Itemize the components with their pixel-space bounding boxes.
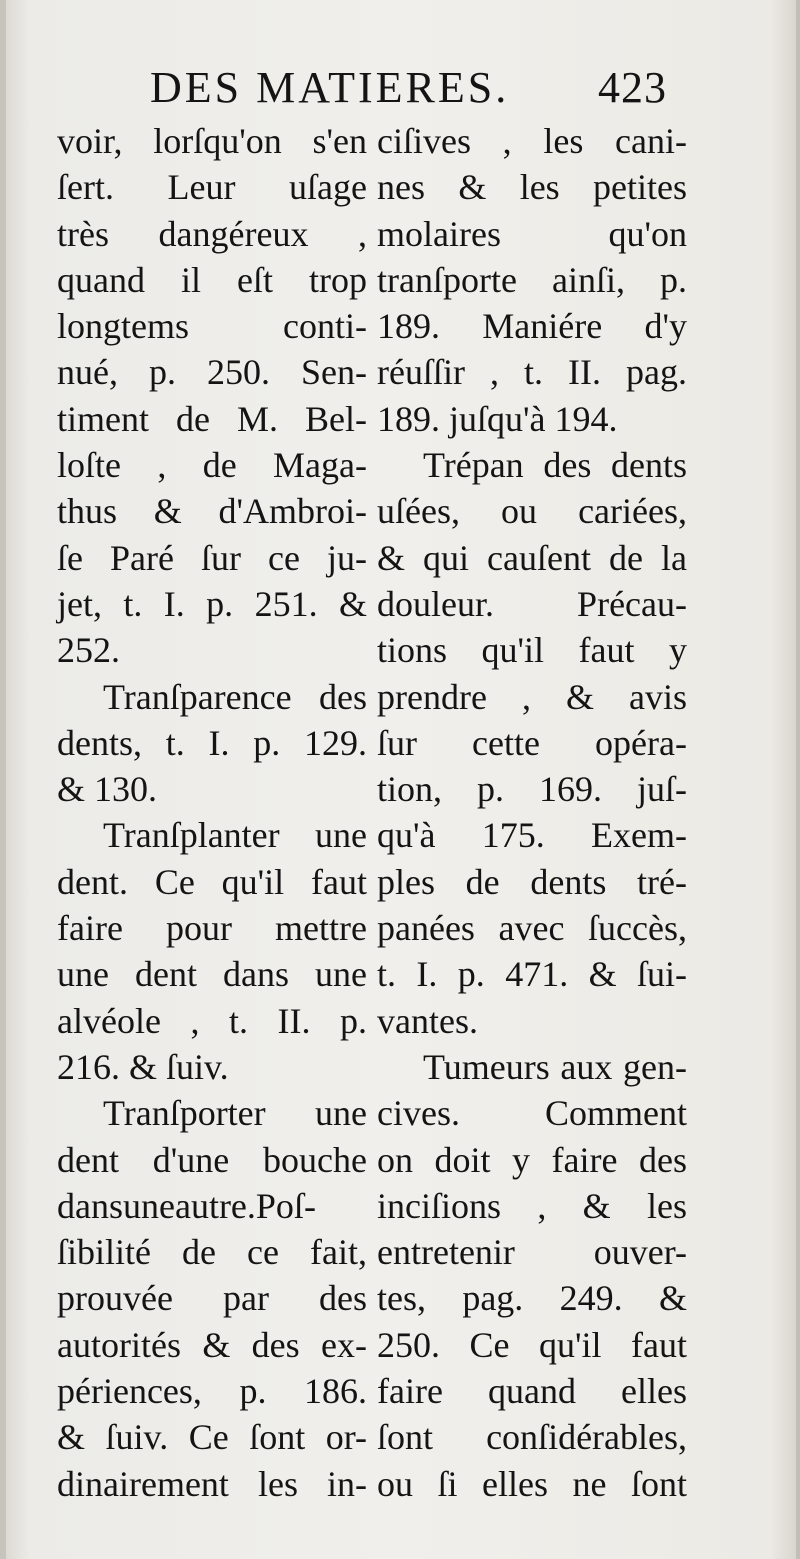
- right-column: [377, 118, 687, 1507]
- index-line: molaires qu'on: [377, 213, 687, 254]
- index-line: loſte , de Maga-: [57, 445, 367, 486]
- index-line: ou ſi elles ne ſont: [377, 1463, 687, 1504]
- index-line: nué, p. 250. Sen-: [57, 352, 367, 393]
- index-line: autorités & des ex-: [57, 1324, 367, 1365]
- index-line: 189. Maniére d'y: [377, 306, 687, 347]
- left-column: [57, 118, 367, 1507]
- running-header: [150, 62, 690, 114]
- index-entry-heading: Trépan des dents: [423, 445, 687, 486]
- index-line: qu'à 175. Exem-: [377, 815, 687, 856]
- index-line: dinairement les in-: [57, 1463, 367, 1504]
- index-line: faire pour mettre: [57, 908, 367, 949]
- index-line: tranſporte ainſi, p.: [377, 259, 687, 300]
- index-line: réuſſir , t. II. pag.: [377, 352, 687, 393]
- index-line: cives. Comment: [377, 1093, 687, 1134]
- index-entry-heading: Tumeurs aux gen-: [423, 1046, 687, 1087]
- index-line: périences, p. 186.: [57, 1371, 367, 1412]
- index-line: nes & les petites: [377, 167, 687, 208]
- index-line: uſées, ou cariées,: [377, 491, 687, 532]
- index-line: dent d'une bouche: [57, 1139, 367, 1180]
- index-line: dent. Ce qu'il faut: [57, 861, 367, 902]
- index-line: panées avec ſuccès,: [377, 908, 687, 949]
- index-line: 189. juſqu'à 194.: [377, 398, 618, 439]
- index-line: & ſuiv. Ce ſont or-: [57, 1417, 367, 1458]
- index-line: ſibilité de ce fait,: [57, 1232, 367, 1273]
- running-title: DES MATIERES.: [150, 63, 510, 112]
- index-line: ples de dents tré-: [377, 861, 687, 902]
- index-line: alvéole , t. II. p.: [57, 1000, 367, 1041]
- index-line: ſert. Leur uſage: [57, 167, 367, 208]
- index-line: dents, t. I. p. 129.: [57, 722, 367, 763]
- index-line: tion, p. 169. juſ-: [377, 769, 687, 810]
- index-line: inciſions , & les: [377, 1185, 687, 1226]
- index-line: tes, pag. 249. &: [377, 1278, 687, 1319]
- index-line: vantes.: [377, 1000, 478, 1041]
- index-line: très dangéreux ,: [57, 213, 367, 254]
- index-line: & 130.: [57, 769, 158, 810]
- index-line: 252.: [57, 630, 120, 671]
- index-line: prouvée par des: [57, 1278, 367, 1319]
- index-line: douleur. Précau-: [377, 583, 687, 624]
- index-entry-heading: Tranſporter une: [103, 1093, 367, 1134]
- index-line: dansuneautre.Poſ-: [57, 1185, 316, 1226]
- page-edge-right: [796, 0, 800, 1559]
- index-line: timent de M. Bel-: [57, 398, 367, 439]
- index-line: ſont conſidérables,: [377, 1417, 687, 1458]
- index-entry-heading: Tranſparence des: [103, 676, 367, 717]
- page-edge-left: [0, 0, 6, 1559]
- index-line: entretenir ouver-: [377, 1232, 687, 1273]
- index-entry-heading: Tranſplanter une: [103, 815, 367, 856]
- index-line: 216. & ſuiv.: [57, 1046, 229, 1087]
- index-line: tions qu'il faut y: [377, 630, 687, 671]
- index-line: thus & d'Ambroi-: [57, 491, 367, 532]
- index-line: ſur cette opéra-: [377, 722, 687, 763]
- index-line: voir, lorſqu'on s'en: [57, 121, 367, 161]
- index-line: ſe Paré ſur ce ju-: [57, 537, 367, 578]
- index-line: ciſives , les cani-: [377, 121, 687, 161]
- index-line: faire quand elles: [377, 1371, 687, 1412]
- index-line: prendre , & avis: [377, 676, 687, 717]
- index-line: on doit y faire des: [377, 1139, 687, 1180]
- index-line: & qui cauſent de la: [377, 537, 687, 578]
- index-line: quand il eſt trop: [57, 259, 367, 300]
- index-line: t. I. p. 471. & ſui-: [377, 954, 687, 995]
- index-line: jet, t. I. p. 251. &: [57, 583, 367, 624]
- index-line: 250. Ce qu'il faut: [377, 1324, 687, 1365]
- index-line: une dent dans une: [57, 954, 367, 995]
- index-line: longtems conti-: [57, 306, 367, 347]
- page-number: 423: [598, 63, 667, 112]
